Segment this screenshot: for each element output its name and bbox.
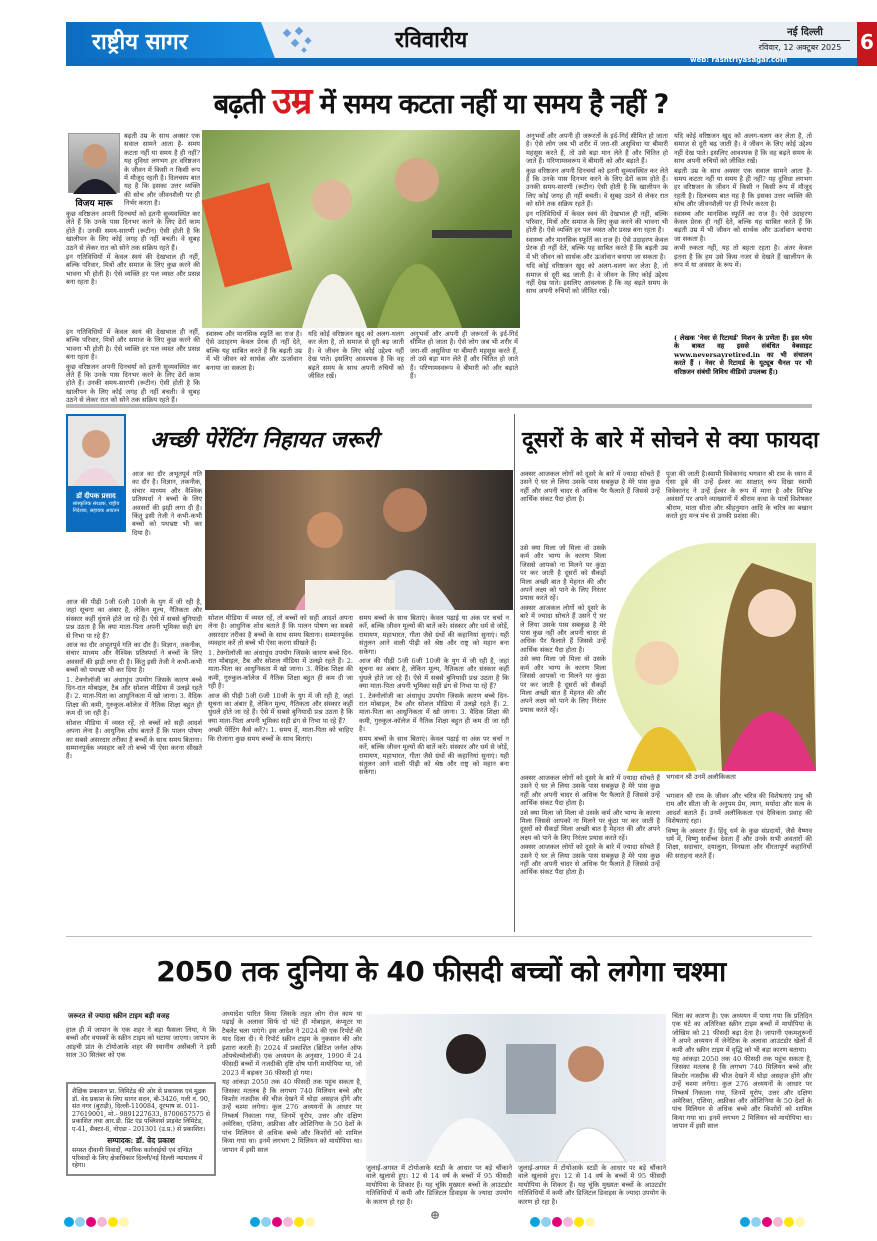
headline-article2: अच्छी पेरेंटिंग निहायत जरूरी [150, 428, 379, 453]
article-text: अनुभवों और अपनी ही जरूरतों के इर्द-गिर्द सीमित हो जाता है। ऐसे लोग जब भी शरीर में जरा-सी असुविधा या बीमारी महसूस करते हैं, तो उसे बड़ा मान लेते हैं और चिंतित हो जाते हैं। परिणामस्वरूप वे बीमारी को और बढ़ाते हैं। [410, 330, 518, 381]
article-text: जुलाई-अगस्त में टोयोआके स्टडी के आधार पर बड़े चौंकाने वाले खुलासे हुए। 12 से 14 वर्ष के बच्चों में 95 फीसदी मायोपिया के शिकार हैं। यह चूंकि मुख्यतः बच्चों के आउटडोर गतिविधियों में कमी और डिजिटल डिवाइस के ज्यादा उपयोग के कारण हो रहा है। [518, 1164, 666, 1206]
headline-article3: दूसरों के बारे में सोचने से क्या फायदा [522, 428, 819, 453]
article-text: स्वास्थ्य और मानसिक स्फूर्ति का राज है। ऐसे उदाहरण केवल प्रेरक ही नहीं देते, बल्कि यह साबित करते हैं कि बढ़ती उम्र में भी जीवन को सार्थक और ऊर्जावान बनाया जा सकता है। [206, 330, 302, 372]
elderly-couple-photo [202, 130, 520, 328]
article-text: चिंता का कारण है। एक अध्ययन में पाया गया कि प्रतिदिन एक घंटे का अतिरिक्त स्क्रीन टाइम बच्चों में मायोपिया के जोखिम को 21 फीसदी बढ़ा देता है। जापानी एकमशुरूनों ने अपने अध्ययन में जेनेटिक के अलावा आउटडोर खेलों में कमी और स्क्रीन टाइम में वृद्धि को भी बड़ा कारण बताया। यह आंकड़ा 2050 तक 40 फीसदी तक पहुंच सकता है, जिसका मतलब है कि लगभग 740 मिलियन बच्चे और किशोर नजदीक की चीज देखने में थोड़ा असहज होंगे और उन्हें चश्मा लगेगा। कुल 276 अध्ययनों के आधार पर निष्कर्ष निकाला गया, जिनमें यूरोप, उत्तर और दक्षिण अमेरिका, एशिया, अफ्रीका और ओशिनिया के 50 देशों के पांच मिलियन से अधिक बच्चे और किशोरों को शामिल किया गया था। इनमें लगभग 2 मिलियन को मायोपिया था। जापान में इसी साल [672, 1012, 812, 1131]
illustration-caption: भगवान श्री उनमें अलौकिकता [666, 773, 736, 781]
author-photo [68, 133, 120, 193]
article-text: समय बच्चों के साथ बिताएं। केवल पढ़ाई या अंक पर चर्चा न करें, बल्कि जीवन मूल्यों की बातें करें। संस्कार और धर्म से जोड़ें, रामायण, महाभारत, गीता जैसे ग्रंथों की कहानियां सुनाएं। यही संतुलन आने वाली पीढ़ी को श्रेष्ठ और राष्ट्र को महान बना सकेगा। आज की पीढ़ी 5जी 6जी 10जी के युग में जी रही है, जहां सूचना का अंबार है, लेकिन मूल्य, नैतिकता और संस्कार कहीं धुंधले होते जा रहे हैं। ऐसे में सबसे बुनियादी प्रश्न उठता है कि क्या माता-पिता अपनी भूमिका सही ढंग से निभा पा रहे हैं? 1. टेक्नोलॉजी का अंधाधुंध उपयोग जिसके कारण बच्चे दिन-रात मोबाइल, टैब और सोशल मीडिया में उलझे रहते हैं। 2. माता-पिता का आधुनिकता में खो जाना। 3. वैदिक शिक्षा की कमी, गुरुकुल-कॉलेज में नैतिक शिक्षा बहुत ही कम दी जा रही है। समय बच्चों के साथ बिताएं। केवल पढ़ाई या अंक पर चर्चा न करें, बल्कि जीवन मूल्यों की बातें करें। संस्कार और धर्म से जोड़ें, रामायण, महाभारत, गीता जैसे ग्रंथों की कहानियां सुनाएं। यही संतुलन आने वाली पीढ़ी को श्रेष्ठ और राष्ट्र को महान बना सकेगा। [359, 614, 509, 777]
headline-part: में समय कटता नहीं या समय है नहीं ? [311, 89, 669, 120]
website-link[interactable]: web: rashtriyasagar.com [690, 56, 788, 64]
headline-article1 [66, 82, 816, 125]
author-box [66, 414, 126, 532]
parent-child-photo [205, 470, 513, 610]
article-text: यदि कोई वरिष्ठजन खुद को अलग-थलग कर लेता है, तो समाज से दूरी बढ़ जाती है। वे जीवन के लिए कोई उद्देश्य नहीं देख पाते। इसलिए आवश्यक है कि वह बढ़ते समय के साथ अपनी रुचियों को जीवित रखें। [308, 330, 404, 381]
registration-dots-icon [250, 1212, 316, 1231]
registration-dots-icon [530, 1212, 596, 1231]
author-footnote: ( लेखक 'नेवर से रिटायर्ड' मिशन के प्रणेता हैं। इस ध्येय के बाबत वह इससे संबंधित वेबसाइट www.neversayretired.in का भी संचालन करते हैं । नेवर से रिटायर्ड के यूट्यूब चैनल पर भी वरिष्ठजन संबंधी विविध वीडियो उपलब्ध हैं।) [674, 334, 812, 376]
article-text: पूजा की जाती है।स्वामी विवेकानंद भगवान श्री राम के ध्यान में ऐसा डूबे की उन्हें ईश्वर का साक्षात् रूप दिखा स्वामी विवेकानंद ने उन्हें ईश्वर के रूप में माना है और विभिन्न अवसरों पर अपने व्याख्यानों में श्रीराम कथा के पात्रों विशेषकर श्रीराम, माता सीता और श्रीहनुमान आदि के चरित्र का बखान करते हुए मन्त्र मंच से उनकी प्रशंसा की। [666, 470, 812, 521]
article-text: उसे क्या मिला जो मिला वो उसके कर्म और भाग्य के कारण मिला जिससे आपको ना मिलने पर कुंठा पर कर जाती है दूसरों को सैकड़ों मिला अच्छी बात है मेहनत की और अपने लक्ष्य को पाने के लिए निरंतर प्रयास करते रहें। अक्सर आजकल लोगों को दूसरे के बारे में ज्यादा सोचते हैं उसने ऐ घर ले लिया उसके पास सबकुछ है मेरे पास कुछ नहीं और अपनी चादर से अधिक पैर फैलाते हैं जिससे उन्हें आर्थिक संकट पैदा होता है। उसे क्या मिला जो मिला वो उसके कर्म और भाग्य के कारण मिला जिससे आपको ना मिलने पर कुंठा पर कर जाती है दूसरों को सैकड़ों मिला अच्छी बात है मेहनत की और अपने लक्ष्य को पाने के लिए निरंतर प्रयास करते रहें। [520, 544, 606, 714]
subheadline: जरूरत से ज्यादा स्क्रीन टाइम बड़ी वजह [68, 1012, 170, 1020]
headline-article4: 2050 तक दुनिया के 40 फीसदी बच्चों को लगेगा चश्मा [156, 955, 726, 988]
article-text: भगवान श्री राम के जीवन और चरित्र की विशेषताएं प्रभु श्री राम और सीता जी के अनुपम प्रेम, त्याग, मर्यादा और सत्य के आदर्श बताते हैं। उनमें अलौकिकता एवं दैविकता प्रवाह की विशेषताएं रहा। विष्णु के अवतार हैं। हिंदू धर्म के कुछ संप्रदायों, जैसे वैष्णव धर्म में, विष्णु सर्वोच्च देवता हैं और उनके सभी अवतारों की शिक्षा, सदाचार, दयालुता, विनम्रता और वीरतापूर्ण कहानियों की सराहना करते हैं। [666, 792, 812, 860]
imprint-box [66, 1082, 216, 1176]
article-text: आज का दौर अभूतपूर्व गति का दौर है। विज्ञान, तकनीक, संचार माध्यम और वैश्विक प्रतिस्पर्धा ने बच्चों के लिए अवसरों की झड़ी लगा दी है। किंतु इसी तेजी ने कभी-कभी बच्चों को पथभ्रष्ट भी कर दिया है। [132, 470, 202, 537]
article-text: अक्सर आजकल लोगों को दूसरे के बारे में ज्यादा सोचते हैं उसने ऐ घर ले लिया उसके पास सबकुछ है मेरे पास कुछ नहीं और अपनी चादर से अधिक पैर फैलाते हैं जिससे उन्हें आर्थिक संकट पैदा होता है। उसे क्या मिला जो मिला वो उसके कर्म और भाग्य के कारण मिला जिससे आपको ना मिलने पर कुंठा पर कर जाती है दूसरों को सैकड़ों मिला अच्छी बात है मेहनत की और अपने लक्ष्य को पाने के लिए निरंतर प्रयास करते रहें। अक्सर आजकल लोगों को दूसरे के बारे में ज्यादा सोचते हैं उसने ऐ घर ले लिया उसके पास सबकुछ है मेरे पास कुछ नहीं और अपनी चादर से अधिक पैर फैलाते हैं जिससे उन्हें आर्थिक संकट पैदा होता है। [520, 774, 660, 877]
article-text: सोशल मीडिया में व्यस्त रहें, तो बच्चों को सही आदर्श अपना लेना है। आधुनिक शोध बताते हैं कि पालन पोषण का सबसे असरदार तरीका है बच्चों के साथ समय बिताना। सम्मानपूर्वक व्यवहार करें तो बच्चे भी ऐसा करना सीखते हैं। 1. टेक्नोलॉजी का अंधाधुंध उपयोग जिसके कारण बच्चे दिन-रात मोबाइल, टैब और सोशल मीडिया में उलझे रहते हैं। 2. माता-पिता का आधुनिकता में खो जाना। 3. वैदिक शिक्षा की कमी, गुरुकुल-कॉलेज में नैतिक शिक्षा बहुत ही कम दी जा रही है। आज की पीढ़ी 5जी 6जी 10जी के युग में जी रही है, जहां सूचना का अंबार है, लेकिन मूल्य, नैतिकता और संस्कार कहीं धुंधले होते जा रहे हैं। ऐसे में सबसे बुनियादी प्रश्न उठता है कि क्या माता-पिता अपनी भूमिका सही ढंग से निभा पा रहे हैं? अच्छी पेरेंटिंग कैसे करें?। 1. समय दें, माता-पिता को चाहिए कि रोजाना कुछ समय बच्चों के साथ बिताएं। [208, 614, 353, 743]
imprint-text: शैक्षिक प्रकाशन प्रा. लिमिटेड की ओर से प्रकाशक एवं मुद्रक डॉ. वेद प्रकाश के लिए सागर सदन, बी-3426, गली नं. 90, संत नगर (बुराड़ी), दिल्ली-110084, दूरभाष सं. 011-27619001, मो.- 9891227633, 8700657575 से प्रकाशित तथा आर.डी. प्रिंट एंड पब्लिशर्स प्राइवेट लिमिटेड, ए-41, सैक्टर-8, नोएडा - 201301 (उ.प्र.) से प्रकाशित। [72, 1088, 210, 1133]
section-divider [66, 936, 812, 937]
article-text: इन गतिविधियों में केवल स्वयं की देखभाल ही नहीं, बल्कि परिवार, मित्रों और समाज के लिए कुछ करने की भावना भी होती है। ऐसे व्यक्ति हर पल व्यस्त और प्रसन्न बना रहता है। कुछ वरिष्ठजन अपनी दिनचर्या को इतनी सुव्यवस्थित कर लेते हैं कि उनके पास दिनभर करने के लिए ढेरों काम होते हैं। उनकी समय-सारणी (रूटीन) ऐसी होती है कि खालीपन के लिए कोई जगह ही नहीं बचती। वे सुबह उठने से लेकर रात को सोने तक सक्रिय रहते हैं। [66, 328, 200, 405]
decorative-dots-icon [280, 26, 340, 56]
headline-highlight: उम्र [272, 81, 312, 122]
edition-city: नई दिल्ली [760, 24, 850, 41]
eye-exam-photo [366, 1014, 666, 1162]
registration-dots-icon [740, 1212, 806, 1231]
jurisdiction-note: समस्त दीवानी विवादों, न्यायिक कार्रवाईयों एवं दण्डित परिवादों के लिए क्षेत्राधिकार दिल्ली/नई दिल्ली न्यायालय में रहेगा। [72, 1147, 203, 1170]
column-divider [514, 414, 515, 932]
article-text: हाल ही में जापान के एक शहर ने बड़ा फैसला लिया, ये कि बच्चों और वयस्कों के स्क्रीन टाइम को घटाया जाएगा। जापान के आइची प्रांत के टोयोआके शहर की स्थानीय असेंबली ने इसी साल 30 सितंबर को एक [66, 1026, 216, 1060]
article-text: अध्यादेश पारित किया जिसके तहत लोग रोज काम या पढ़ाई के अलावा सिर्फ दो घंटे ही मोबाइल, कंप्यूटर या टैबलेट चला पाएंगे। इस आदेश ने 2024 की एक रिपोर्ट की याद दिला दी। ये रिपोर्ट स्क्रीन टाइम के नुकसान की ओर इशारा करती है। 2024 में प्रकाशित (ब्रिटिश जर्नल ऑफ ऑफ्थेल्मोलॉजी) एक अध्ययन के अनुसार, 1990 में 24 फीसदी बच्चों में नजदीकी दृष्टि दोष यानी मायोपिया था, जो 2023 में बढ़कर 36 फीसदी हो गया। यह आंकड़ा 2050 तक 40 फीसदी तक पहुंच सकता है, जिसका मतलब है कि लगभग 740 मिलियन बच्चे और किशोर नजदीक की चीज देखने में थोड़ा असहज होंगे और उन्हें चश्मा लगेगा। कुल 276 अध्ययनों के आधार पर निष्कर्ष निकाला गया, जिनमें यूरोप, उत्तर और दक्षिण अमेरिका, एशिया, अफ्रीका और ओशिनिया के 50 देशों के पांच मिलियन से अधिक बच्चे और किशोरों को शामिल किया गया था। इनमें लगभग 2 मिलियन को मायोपिया था। जापान में इसी साल [222, 1010, 362, 1154]
page-number: 6 [857, 22, 877, 66]
registration-dots-icon [64, 1212, 130, 1231]
author-name: डॉ दीपक प्रसाद [76, 492, 116, 500]
article-text: अनुभवों और अपनी ही जरूरतों के इर्द-गिर्द सीमित हो जाता है। ऐसे लोग जब भी शरीर में जरा-सी असुविधा या बीमारी महसूस करते हैं, तो उसे बड़ा मान लेते हैं और चिंतित हो जाते हैं। परिणामस्वरूप वे बीमारी को और बढ़ाते हैं। कुछ वरिष्ठजन अपनी दिनचर्या को इतनी सुव्यवस्थित कर लेते हैं कि उनके पास दिनभर करने के लिए ढेरों काम होते हैं। उनकी समय-सारणी (रूटीन) ऐसी होती है कि खालीपन के लिए कोई जगह ही नहीं बचती। वे सुबह उठने से लेकर रात को सोने तक सक्रिय रहते हैं। इन गतिविधियों में केवल स्वयं की देखभाल ही नहीं, बल्कि परिवार, मित्रों और समाज के लिए कुछ करने की भावना भी होती है। ऐसे व्यक्ति हर पल व्यस्त और प्रसन्न बना रहता है। स्वास्थ्य और मानसिक स्फूर्ति का राज है। ऐसे उदाहरण केवल प्रेरक ही नहीं देते, बल्कि यह साबित करते हैं कि बढ़ती उम्र में भी जीवन को सार्थक और ऊर्जावान बनाया जा सकता है। यदि कोई वरिष्ठजन खुद को अलग-थलग कर लेता है, तो समाज से दूरी बढ़ जाती है। वे जीवन के लिए कोई उद्देश्य नहीं देख पाते। इसलिए आवश्यक है कि वह बढ़ते समय के साथ अपनी रुचियों को जीवित रखें। [526, 132, 668, 296]
headline-part: बढ़ती [213, 89, 273, 120]
editor-credit: सम्पादक: डॉ. वेद प्रकाश [107, 1135, 175, 1145]
article-text: कुछ वरिष्ठजन अपनी दिनचर्या को इतनी सुव्यवस्थित कर लेते हैं कि उनके पास दिनभर करने के लिए ढेरों काम होते हैं। उनकी समय-सारणी (रूटीन) ऐसी होती है कि खालीपन के लिए कोई जगह ही नहीं बचती। वे सुबह उठने से लेकर रात को सोने तक सक्रिय रहते हैं। इन गतिविधियों में केवल स्वयं की देखभाल ही नहीं, बल्कि परिवार, मित्रों और समाज के लिए कुछ करने की भावना भी होती है। ऐसे व्यक्ति हर पल व्यस्त और प्रसन्न बना रहता है। [66, 210, 200, 287]
couple-illustration [612, 543, 816, 771]
newspaper-logo: राष्ट्रीय सागर [92, 30, 188, 55]
article-text: जुलाई-अगस्त में टोयोआके स्टडी के आधार पर बड़े चौंकाने वाले खुलासे हुए। 12 से 14 वर्ष के बच्चों में 95 फीसदी मायोपिया के शिकार हैं। यह चूंकि मुख्यतः बच्चों के आउटडोर गतिविधियों में कमी और डिजिटल डिवाइस के ज्यादा उपयोग के कारण हो रहा है। [366, 1164, 512, 1206]
article-text: यदि कोई वरिष्ठजन खुद को अलग-थलग कर लेता है, तो समाज से दूरी बढ़ जाती है। वे जीवन के लिए कोई उद्देश्य नहीं देख पाते। इसलिए आवश्यक है कि वह बढ़ते समय के साथ अपनी रुचियों को जीवित रखें। बढ़ती उम्र के साथ अक्सर एक सवाल सामने आता है- समय कटता नहीं या समय है ही नहीं? यह दुविधा लगभग हर वरिष्ठजन के जीवन में किसी न किसी रूप में मौजूद रहती है। दिलचस्प बात यह है कि इसका उत्तर व्यक्ति की सोच और जीवनशैली पर ही निर्भर करता है। स्वास्थ्य और मानसिक स्फूर्ति का राज है। ऐसे उदाहरण केवल प्रेरक ही नहीं देते, बल्कि यह साबित करते हैं कि बढ़ती उम्र में भी जीवन को सार्थक और ऊर्जावान बनाया जा सकता है। कभी रुकता नहीं, यह तो बहता रहता है। अंतर केवल इतना है कि हम उसे किस नजर से देखते हैं खालीपन के रूप में या अवसर के रूप में। [674, 132, 812, 270]
section-divider [66, 404, 812, 408]
author-role: सांस्कृतिक संरक्षक, राष्ट्रीय निदेशक, सहायक आयतन [72, 501, 120, 514]
author-name: विजय मारू [75, 199, 113, 209]
article-text: आज की पीढ़ी 5जी 6जी 10जी के युग में जी रही है, जहां सूचना का अंबार है, लेकिन मूल्य, नैतिकता और संस्कार कहीं धुंधले होते जा रहे हैं। ऐसे में सबसे बुनियादी प्रश्न उठता है कि क्या माता-पिता अपनी भूमिका सही ढंग से निभा पा रहे हैं? आज का दौर अभूतपूर्व गति का दौर है। विज्ञान, तकनीक, संचार माध्यम और वैश्विक प्रतिस्पर्धा ने बच्चों के लिए अवसरों की झड़ी लगा दी है। किंतु इसी तेजी ने कभी-कभी बच्चों को पथभ्रष्ट भी कर दिया है। 1. टेक्नोलॉजी का अंधाधुंध उपयोग जिसके कारण बच्चे दिन-रात मोबाइल, टैब और सोशल मीडिया में उलझे रहते हैं। 2. माता-पिता का आधुनिकता में खो जाना। 3. वैदिक शिक्षा की कमी, गुरुकुल-कॉलेज में नैतिक शिक्षा बहुत ही कम दी जा रही है। सोशल मीडिया में व्यस्त रहें, तो बच्चों को सही आदर्श अपना लेना है। आधुनिक शोध बताते हैं कि पालन पोषण का सबसे असरदार तरीका है बच्चों के साथ समय बिताना। सम्मानपूर्वक व्यवहार करें तो बच्चे भी ऐसा करना सीखते हैं। [66, 598, 202, 761]
edition-date: रविवार, 12 अक्टूबर 2025 [758, 43, 842, 52]
article-text: बढ़ती उम्र के साथ अक्सर एक सवाल सामने आता है- समय कटता नहीं या समय है ही नहीं? यह दुविधा लगभग हर वरिष्ठजन के जीवन में किसी न किसी रूप में मौजूद रहती है। दिलचस्प बात यह है कि इसका उत्तर व्यक्ति की सोच और जीवनशैली पर ही निर्भर करता है। [124, 132, 200, 208]
article-text: अक्सर आजकल लोगों को दूसरे के बारे में ज्यादा सोचते हैं उसने ऐ घर ले लिया उसके पास सबकुछ है मेरे पास कुछ नहीं और अपनी चादर से अधिक पैर फैलाते हैं जिससे उन्हें आर्थिक संकट पैदा होता है। [520, 470, 660, 504]
section-title: रविवारीय [395, 28, 468, 53]
crosshair-icon: ⊕ [430, 1208, 441, 1222]
